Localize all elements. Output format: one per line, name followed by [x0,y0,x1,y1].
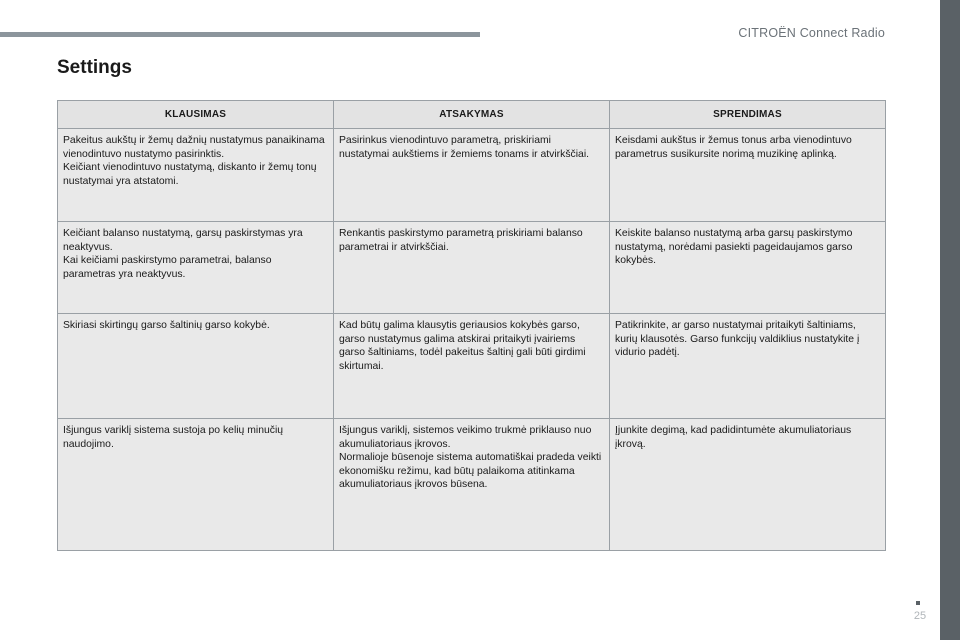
answer-cell: Kad būtų galima klausytis geriausios kokybės garso, garso nustatymus galima atskirai pritaikyti įvairiems garso šaltiniams, todėl pakeitus šaltinį gali būti girdimi skirtumai. [334,314,610,419]
table-row [58,222,886,314]
table-row [58,314,886,419]
column-header-answer: ATSAKYMAS [334,101,610,129]
question-cell: Skiriasi skirtingų garso šaltinių garso kokybė. [58,314,334,419]
solution-cell: Patikrinkite, ar garso nustatymai pritaikyti šaltiniams, kurių klausotės. Garso funkcijų valdiklius nustatykite į vidurio padėtį. [610,314,886,419]
column-header-question: KLAUSIMAS [58,101,334,129]
solution-cell: Įjunkite degimą, kad padidintumėte akumuliatoriaus įkrovą. [610,419,886,551]
table-row [58,419,886,551]
answer-cell: Renkantis paskirstymo parametrą priskiriami balanso parametrai ir atvirkščiai. [334,222,610,314]
faq-table [57,100,886,551]
header-rule [0,32,480,37]
column-header-solution: SPRENDIMAS [610,101,886,129]
question-cell: Keičiant balanso nustatymą, garsų paskirstymas yra neaktyvus. Kai keičiami paskirstymo parametrai, balanso parametras yra neaktyvus. [58,222,334,314]
question-cell: Išjungus variklį sistema sustoja po kelių minučių naudojimo. [58,419,334,551]
solution-cell: Keiskite balanso nustatymą arba garsų paskirstymo nustatymą, norėdami pasiekti pageidaujamos garso kokybės. [610,222,886,314]
running-header: CITROËN Connect Radio [738,26,885,40]
solution-cell: Keisdami aukštus ir žemus tonus arba vienodintuvo parametrus susikursite norimą muzikinę aplinką. [610,129,886,222]
table-header-row [58,101,886,129]
page-number: 25 [913,610,927,622]
question-cell: Pakeitus aukštų ir žemų dažnių nustatymus panaikinama vienodintuvo nustatymo pasirinktis. Keičiant vienodintuvo nustatymą, diskanto ir žemų tonų nustatymai yra atstatomi. [58,129,334,222]
page-marker-dot [916,601,920,605]
answer-cell: Pasirinkus vienodintuvo parametrą, priskiriami nustatymai aukštiems ir žemiems tonams ir atvirkščiai. [334,129,610,222]
page-title: Settings [57,57,132,78]
answer-cell: Išjungus variklį, sistemos veikimo trukmė priklauso nuo akumuliatoriaus įkrovos. Normalioje būsenoje sistema automatiškai pradeda veikti ekonomišku režimu, kad būtų palaikoma atitinkama akumuliatoriaus įkrovos būsena. [334,419,610,551]
side-strip [940,0,960,640]
table-row [58,129,886,222]
